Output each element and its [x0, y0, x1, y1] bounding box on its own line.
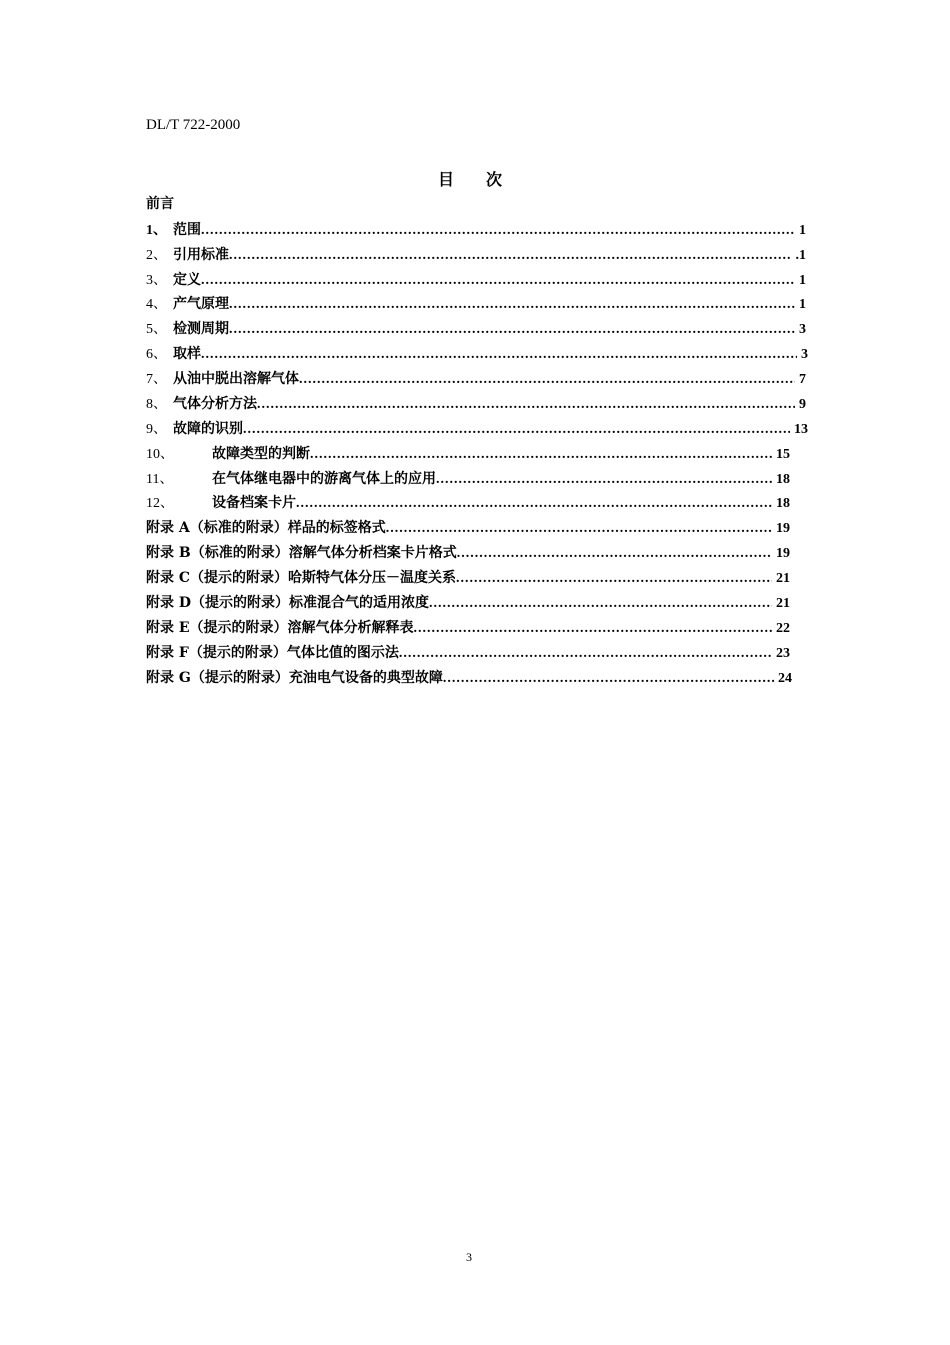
toc-entry-number: 8、: [146, 397, 167, 412]
toc-entry-number: 2、: [146, 248, 167, 263]
toc-entry-label: 附录 D（提示的附录）标准混合气的适用浓度: [146, 595, 430, 611]
toc-entry[interactable]: [146, 368, 806, 388]
toc-entry-label: 定义: [173, 272, 201, 288]
toc-entry-label: 附录 G（提示的附录）充油电气设备的典型故障: [146, 670, 443, 686]
toc-entry-page: 3: [801, 347, 808, 362]
toc-entry-page: 9: [799, 397, 806, 412]
toc-entry-number: 10、: [146, 447, 174, 462]
toc-entry-page: 3: [799, 322, 806, 337]
toc-entry-label: 附录 F（提示的附录）气体比值的图示法: [146, 645, 399, 661]
toc-entry-page: 13: [794, 422, 808, 437]
toc-entry[interactable]: [146, 293, 806, 313]
toc-dot-leader: [386, 521, 772, 537]
toc-entry-label: 气体分析方法: [173, 396, 257, 412]
toc-entry-label: 从油中脱出溶解气体: [173, 371, 299, 387]
toc-entry[interactable]: [146, 492, 790, 512]
toc-entry-page: .1: [795, 248, 806, 263]
toc-entry-label: 范围: [173, 222, 201, 238]
toc-entry-page: 23: [776, 646, 790, 661]
toc-entry-number: 7、: [146, 372, 167, 387]
toc-entry-number: 9、: [146, 422, 167, 437]
toc-entry[interactable]: [146, 443, 790, 463]
toc-entry-number: 4、: [146, 297, 167, 312]
toc-dot-leader: [457, 546, 772, 562]
toc-entry-page: 1: [799, 297, 806, 312]
toc-entry-label: 附录 B（标准的附录）溶解气体分析档案卡片格式: [146, 545, 457, 561]
toc-dot-leader: [296, 496, 772, 512]
toc-entry[interactable]: [146, 642, 790, 662]
toc-dot-leader: [456, 571, 772, 587]
toc-entry-page: 22: [776, 621, 790, 636]
toc-entry-page: 1: [799, 223, 806, 238]
toc-entry-page: 7: [799, 372, 806, 387]
toc-dot-leader: [201, 347, 797, 363]
toc-entry-label: 检测周期: [173, 321, 229, 337]
page-number: 3: [466, 1250, 472, 1264]
toc-entry-number: 5、: [146, 322, 167, 337]
toc-entry-number: 6、: [146, 347, 167, 362]
toc-entry[interactable]: [146, 244, 806, 264]
toc-entry-page: 19: [776, 546, 790, 561]
toc-dot-leader: [201, 223, 795, 239]
toc-entry-label: 附录 C（提示的附录）哈斯特气体分压－温度关系: [146, 570, 457, 586]
toc-dot-leader: [414, 621, 772, 637]
toc-dot-leader: [229, 297, 795, 313]
toc-entry-page: 21: [776, 571, 790, 586]
toc-entry-number: 3、: [146, 273, 167, 288]
toc-entry-label: 故障的识别: [173, 421, 243, 437]
toc-dot-leader: [201, 273, 795, 289]
toc-dot-leader: [399, 646, 772, 662]
toc-entry-label: 附录 E（提示的附录）溶解气体分析解释表: [146, 620, 414, 636]
document-code: DL/T 722-2000: [146, 117, 241, 133]
toc-entry-label: 引用标准: [173, 247, 229, 263]
toc-entry-number: 1、: [146, 223, 167, 238]
toc-entry[interactable]: [146, 517, 790, 537]
toc-entry[interactable]: [146, 617, 790, 637]
toc-entry[interactable]: [146, 418, 808, 438]
toc-title: 目 次: [438, 170, 503, 189]
toc-entry[interactable]: [146, 393, 806, 413]
toc-entry[interactable]: [146, 468, 790, 488]
toc-entry[interactable]: [146, 567, 790, 587]
toc-dot-leader: [229, 248, 792, 264]
toc-entry-page: 18: [776, 496, 790, 511]
toc-entry[interactable]: [146, 343, 808, 363]
toc-entry-page: 1: [799, 273, 806, 288]
toc-entry-label: 取样: [173, 346, 201, 362]
toc-entry-page: 18: [776, 472, 790, 487]
toc-foreword: 前言: [146, 196, 174, 212]
toc-entry-label: 在气体继电器中的游离气体上的应用: [212, 471, 436, 487]
toc-entry-page: 15: [776, 447, 790, 462]
toc-entry-page: 24: [778, 671, 792, 686]
toc-entry[interactable]: [146, 592, 790, 612]
toc-entry[interactable]: [146, 269, 806, 289]
toc-dot-leader: [429, 596, 772, 612]
toc-entry[interactable]: [146, 219, 806, 239]
toc-dot-leader: [436, 472, 772, 488]
toc-dot-leader: [310, 447, 772, 463]
toc-entry-page: 21: [776, 596, 790, 611]
toc-entry-label: 附录 A（标准的附录）样品的标签格式: [146, 520, 386, 536]
toc-dot-leader: [243, 422, 790, 438]
toc-entry[interactable]: [146, 318, 806, 338]
toc-entry[interactable]: [146, 667, 792, 687]
toc-dot-leader: [257, 397, 795, 413]
toc-entry-label: 故障类型的判断: [212, 446, 310, 462]
toc-entry-label: 产气原理: [173, 296, 229, 312]
toc-dot-leader: [443, 671, 774, 687]
toc-entry-page: 19: [776, 521, 790, 536]
toc-entry-label: 设备档案卡片: [212, 495, 296, 511]
toc-entry[interactable]: [146, 542, 790, 562]
toc-dot-leader: [299, 372, 795, 388]
toc-entry-number: 12、: [146, 496, 174, 511]
toc-dot-leader: [229, 322, 795, 338]
toc-entry-number: 11、: [146, 472, 174, 487]
